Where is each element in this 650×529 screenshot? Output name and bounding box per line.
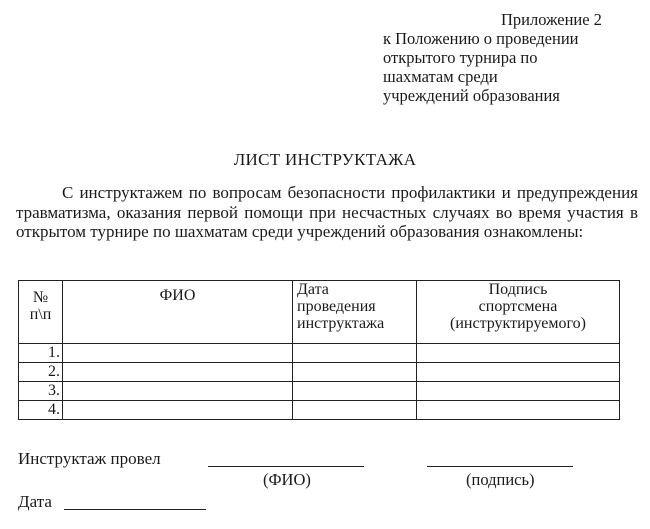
appendix-line-1: Приложение 2 <box>501 10 602 29</box>
table-row <box>19 363 620 382</box>
appendix-line-4: шахматам среди <box>383 67 498 86</box>
signature-cell[interactable] <box>417 344 620 363</box>
header-date <box>293 281 417 344</box>
date-cell[interactable] <box>293 363 417 382</box>
date-line[interactable] <box>64 509 206 510</box>
fio-cell[interactable] <box>63 344 293 363</box>
header-date-line-2: проведения <box>297 298 376 315</box>
document-title: ЛИСТ ИНСТРУКТАЖА <box>233 150 417 169</box>
table-header-row <box>19 281 620 344</box>
appendix-line-2: к Положению о проведении <box>383 29 579 48</box>
signature-caption: (подпись) <box>466 470 535 489</box>
body-paragraph: С инструктажем по вопросам безопасности профилактики и предупреждения травматизма, оказания первой помощи при несчастных случаях во время участия в открытом турнире по шахматам среди учреждений образования ознакомлены: <box>16 183 638 241</box>
table-row <box>19 401 620 420</box>
instruction-table <box>18 280 620 420</box>
conducted-signature-line[interactable] <box>427 466 573 467</box>
signature-cell[interactable] <box>417 382 620 401</box>
date-label: Дата <box>18 492 52 511</box>
fio-cell[interactable] <box>63 363 293 382</box>
table-row <box>19 382 620 401</box>
date-cell[interactable] <box>293 382 417 401</box>
signature-cell[interactable] <box>417 363 620 382</box>
fio-cell[interactable] <box>63 382 293 401</box>
signature-cell[interactable] <box>417 401 620 420</box>
header-number <box>19 281 63 344</box>
header-signature <box>417 281 620 344</box>
row-number: 1. <box>19 344 63 363</box>
header-date-line-1: Дата <box>297 281 329 298</box>
row-number: 4. <box>19 401 63 420</box>
appendix-block <box>383 10 602 105</box>
conducted-by-label: Инструктаж провел <box>18 449 161 468</box>
row-number: 3. <box>19 382 63 401</box>
header-number-line-2: п\п <box>29 306 52 323</box>
header-signature-line-3: (инструктируемого) <box>450 315 586 332</box>
fio-caption: (ФИО) <box>263 470 311 489</box>
fio-cell[interactable] <box>63 401 293 420</box>
header-signature-line-1: Подпись <box>488 281 548 298</box>
date-cell[interactable] <box>293 344 417 363</box>
header-number-line-1: № <box>32 289 49 306</box>
conducted-fio-line[interactable] <box>208 466 364 467</box>
header-fio: ФИО <box>63 281 293 344</box>
row-number: 2. <box>19 363 63 382</box>
header-signature-line-2: спортсмена <box>478 298 558 315</box>
table-row <box>19 344 620 363</box>
date-cell[interactable] <box>293 401 417 420</box>
appendix-line-5: учреждений образования <box>383 86 560 105</box>
appendix-line-3: открытого турнира по <box>383 48 538 67</box>
header-date-line-3: инструктажа <box>297 315 385 332</box>
